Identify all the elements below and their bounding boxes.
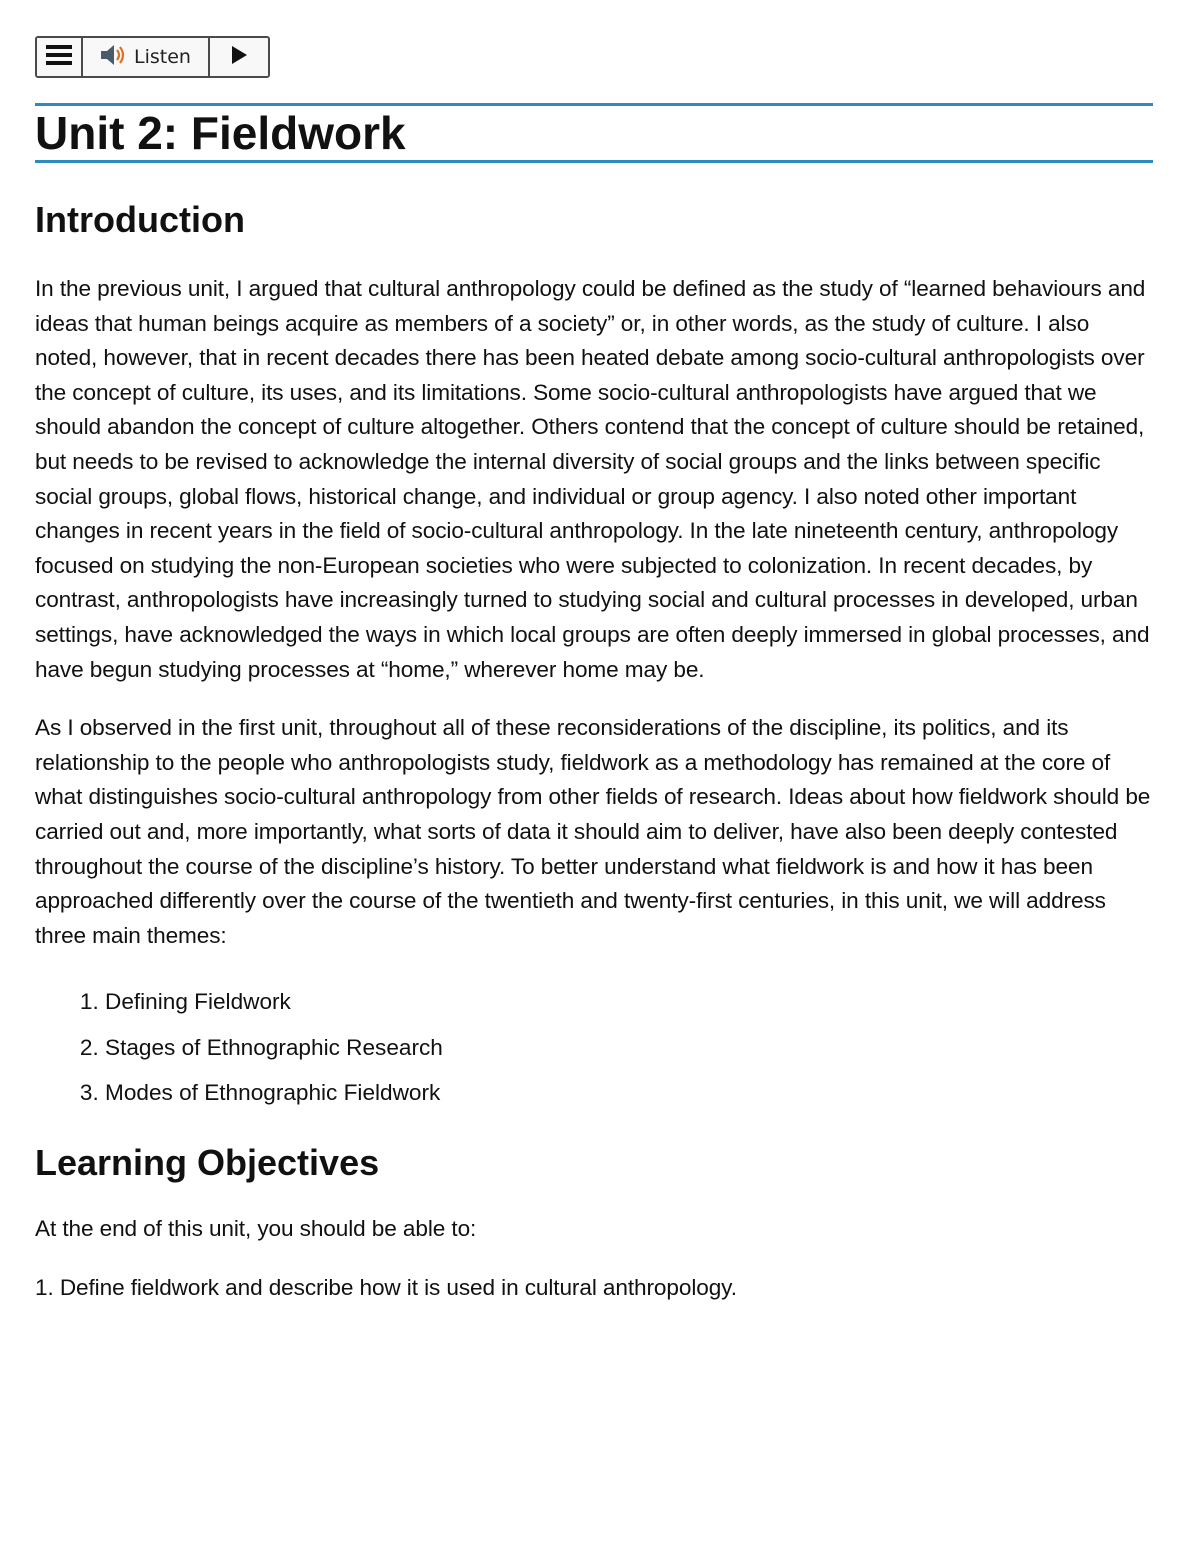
menu-button[interactable] [37, 38, 83, 76]
listen-button[interactable] [83, 38, 210, 76]
play-button[interactable] [210, 38, 268, 76]
intro-paragraph-1: In the previous unit, I argued that cultural anthropology could be defined as the study of “learned behaviours and ideas that human beings acquire as members of a society” or, in other words, as the study of culture. I also noted, however, that in recent decades there has been heated debate among socio-cultural anthropologists over the concept of culture, its uses, and its limitations. Some socio-cultural anthropologists have argued that we should abandon the concept of culture altogether. Others contend that the concept of culture should be retained, but needs to be revised to acknowledge the internal diversity of social groups and the links between specific social groups, global flows, historical change, and individual or group agency. I also noted other important changes in recent years in the field of socio-cultural anthropology. In the late nineteenth century, anthropology focused on studying the non-European societies who were subjected to colonization. In recent decades, by contrast, anthropologists have increasingly turned to studying social and cultural processes in developed, urban settings, have acknowledged the ways in which local groups are often deeply immersed in global processes, and have begun studying processes at “home,” wherever home may be. [35, 276, 1150, 682]
speaker-icon [100, 44, 128, 71]
list-item: 2. Stages of Ethnographic Research [105, 1031, 1153, 1065]
page-title: Unit 2: Fieldwork [35, 107, 406, 159]
listen-label: Listen [134, 46, 191, 68]
themes-list [35, 985, 1153, 1110]
learning-objectives-heading: Learning Objectives [35, 1142, 380, 1184]
objective-item: 1. Define fieldwork and describe how it is used in cultural anthropology. [35, 1274, 737, 1300]
title-rule-bottom [35, 160, 1153, 163]
title-rule-top [35, 103, 1153, 106]
page-content [35, 36, 1153, 1305]
hamburger-menu-icon [46, 44, 72, 71]
list-item: 3. Modes of Ethnographic Fieldwork [105, 1076, 1153, 1110]
intro-paragraph-2: As I observed in the first unit, throughout all of these reconsiderations of the discipline, its politics, and its relationship to the people who anthropologists study, fieldwork as a methodology has remained at the core of what distinguishes socio-cultural anthropology from other fields of research. Ideas about how fieldwork should be carried out and, more importantly, what sorts of data it should aim to deliver, have also been deeply contested throughout the course of the discipline’s history. To better understand what fieldwork is and how it has been approached differently over the course of the twentieth and twenty-first centuries, in this unit, we will address three main themes: [35, 715, 1151, 948]
play-icon [230, 45, 248, 70]
objectives-lead: At the end of this unit, you should be able to: [35, 1216, 477, 1242]
listen-toolbar [35, 36, 270, 78]
list-item: 1. Defining Fieldwork [105, 985, 1153, 1019]
introduction-heading: Introduction [35, 199, 245, 240]
